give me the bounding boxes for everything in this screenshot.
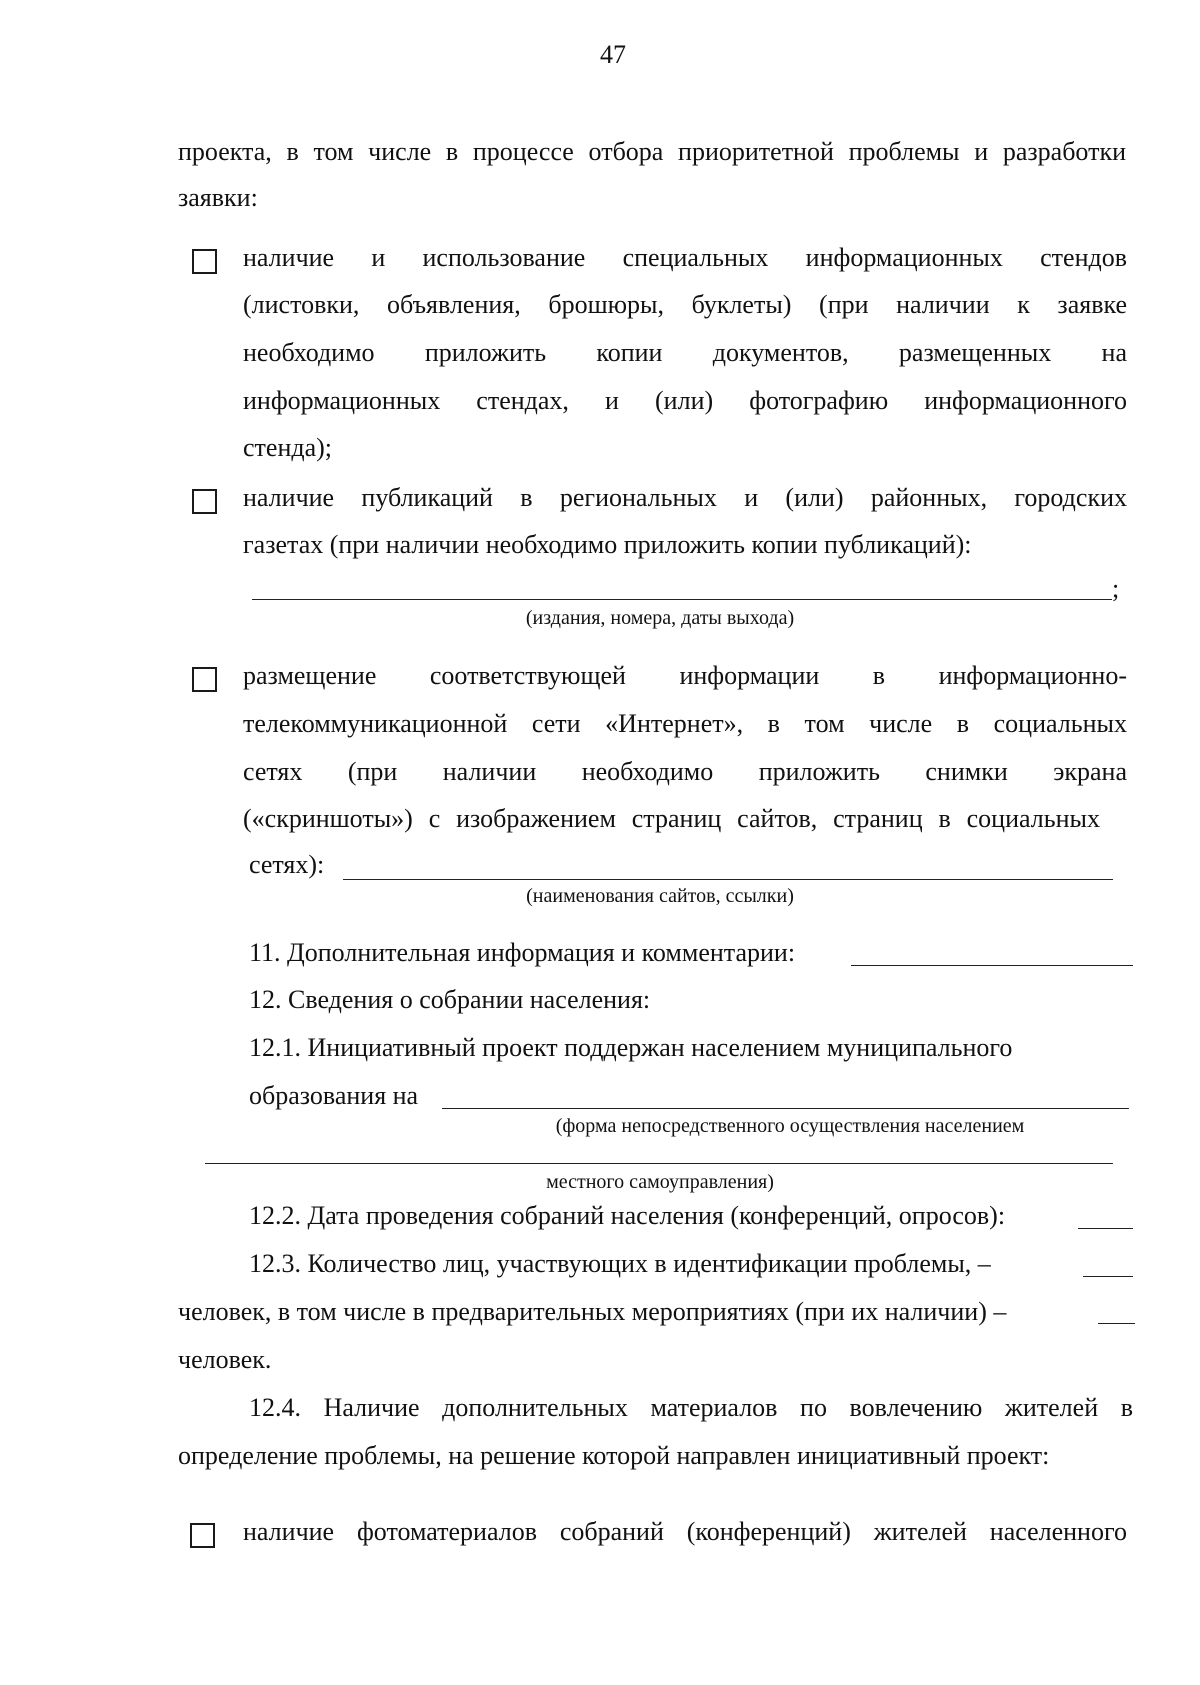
section-12-3-field-1[interactable] [1083, 1276, 1133, 1277]
section-12-3-line-1: 12.3. Количество лиц, участвующих в идентификации проблемы, – [249, 1249, 991, 1278]
checkbox-internet[interactable] [192, 667, 217, 692]
publications-line-2: газетах (при наличии необходимо приложить копии публикаций): [243, 530, 972, 559]
stands-line-5: стенда); [243, 433, 333, 462]
section-12-1-field[interactable] [442, 1108, 1129, 1109]
section-12-1-field-2[interactable] [205, 1163, 1113, 1164]
internet-field-label: сетях): [249, 850, 325, 879]
internet-field[interactable] [343, 879, 1113, 880]
publications-field-suffix: ; [1112, 574, 1120, 603]
internet-line-4: («скриншоты») с изображением страниц сайтов, страниц в социальных [243, 804, 1100, 833]
stands-line-3: необходимо приложить копии документов, размещенных на [243, 338, 1127, 367]
section-12-1-caption-1: (форма непосредственного осуществления населением [555, 1115, 1025, 1137]
section-12-2-field[interactable] [1078, 1228, 1133, 1229]
checkbox-publications[interactable] [192, 489, 217, 514]
stands-line-1: наличие и использование специальных информационных стендов [243, 243, 1127, 272]
section-12-1-caption-2: местного самоуправления) [546, 1171, 774, 1193]
section-12-3-field-2[interactable] [1098, 1323, 1135, 1324]
section-12-4-line-2: определение проблемы, на решение которой направлен инициативный проект: [178, 1441, 1050, 1470]
page-number: 47 [600, 40, 626, 69]
internet-line-1: размещение соответствующей информации в информационно- [243, 661, 1127, 690]
section-12-1-field-label: образования на [249, 1081, 419, 1110]
section-12-heading: 12. Сведения о собрании населения: [249, 985, 651, 1014]
photos-line-1: наличие фотоматериалов собраний (конференций) жителей населенного [243, 1517, 1127, 1546]
publications-line-1: наличие публикаций в региональных и (или) районных, городских [243, 483, 1127, 512]
section-11-label: 11. Дополнительная информация и комментарии: [249, 938, 796, 967]
checkbox-stands[interactable] [192, 249, 217, 274]
internet-field-caption: (наименования сайтов, ссылки) [526, 885, 794, 907]
checkbox-photos[interactable] [190, 1523, 215, 1548]
stands-line-4: информационных стендах, и (или) фотографию информационного [243, 386, 1127, 415]
section-12-3-line-2: человек, в том числе в предварительных мероприятиях (при их наличии) – [178, 1297, 1007, 1326]
section-12-3-line-3: человек. [178, 1345, 272, 1374]
intro-line-2: заявки: [178, 183, 258, 212]
section-11-field[interactable] [851, 965, 1133, 966]
section-12-1-line-1: 12.1. Инициативный проект поддержан населением муниципального [249, 1033, 1013, 1062]
internet-line-3: сетях (при наличии необходимо приложить снимки экрана [243, 757, 1127, 786]
stands-line-2: (листовки, объявления, брошюры, буклеты) (при наличии к заявке [243, 290, 1127, 319]
section-12-4-line-1: 12.4. Наличие дополнительных материалов по вовлечению жителей в [249, 1393, 1133, 1422]
publications-field[interactable] [252, 599, 1112, 600]
publications-field-caption: (издания, номера, даты выхода) [525, 607, 795, 629]
intro-line-1: проекта, в том числе в процессе отбора приоритетной проблемы и разработки [178, 137, 1126, 166]
internet-line-2: телекоммуникационной сети «Интернет», в том числе в социальных [243, 709, 1127, 738]
section-12-2-label: 12.2. Дата проведения собраний населения (конференций, опросов): [249, 1201, 1006, 1230]
